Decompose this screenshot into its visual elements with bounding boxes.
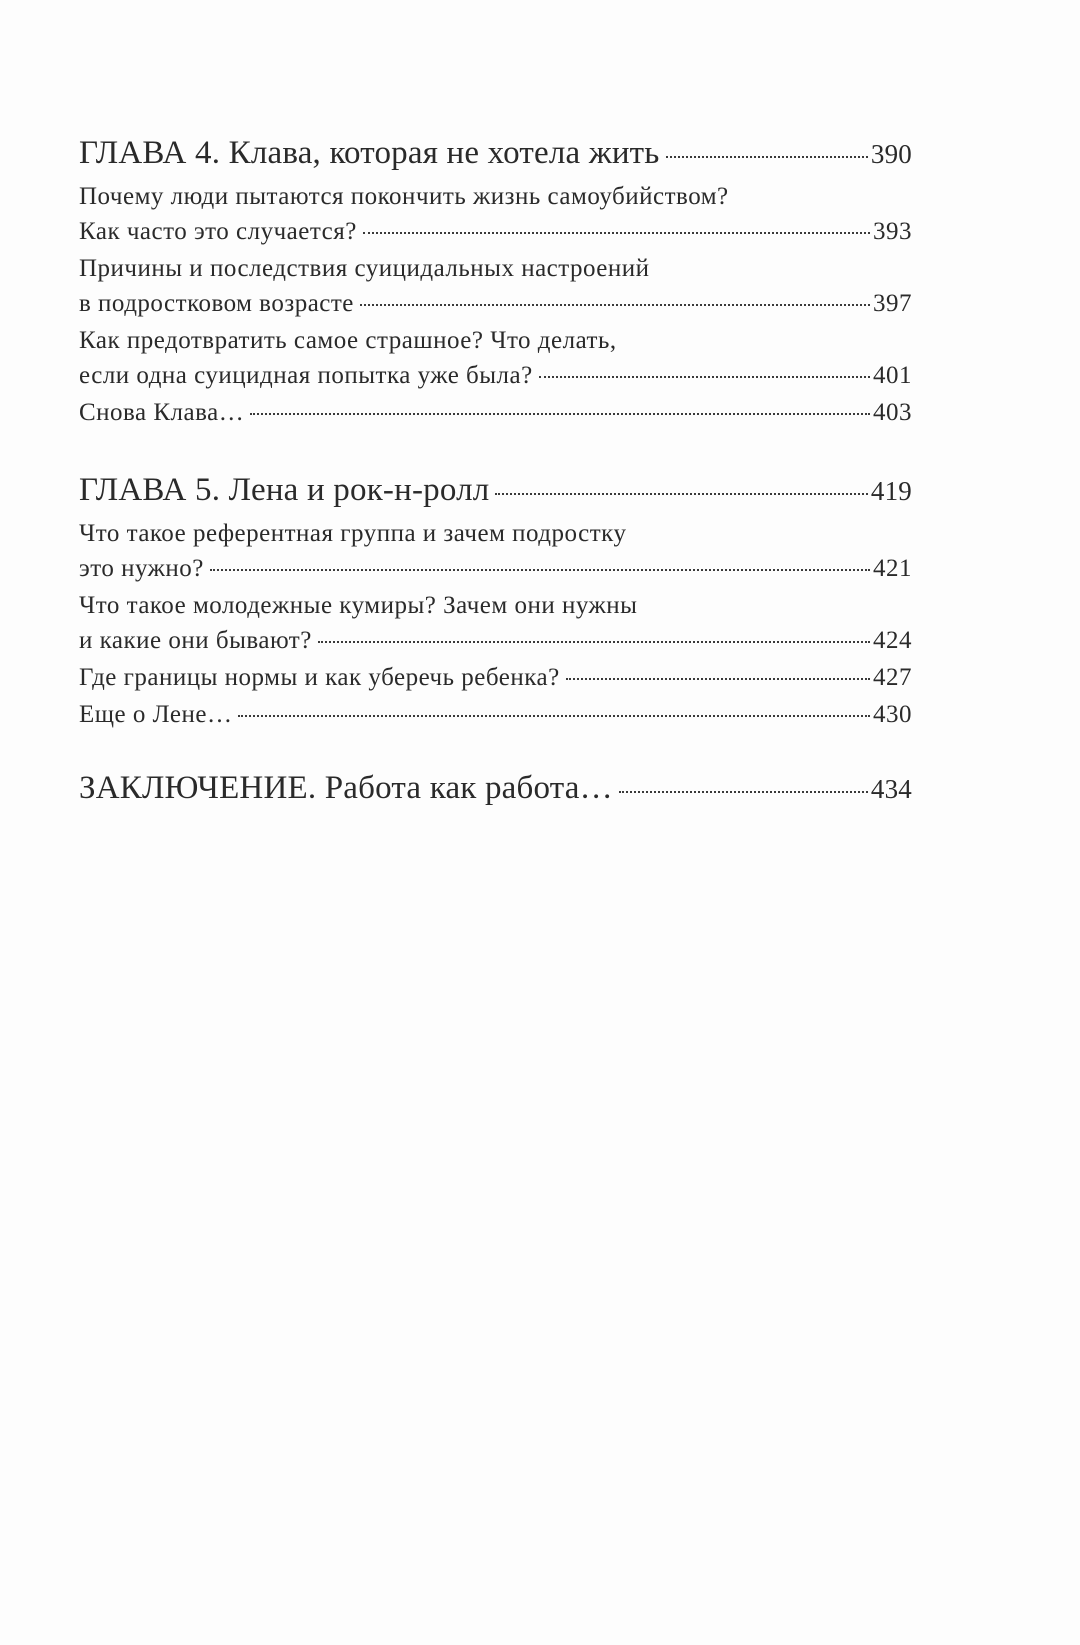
dot-leader <box>619 791 868 793</box>
dot-leader <box>363 232 870 234</box>
section-page-number: 430 <box>873 701 912 728</box>
section-page-number: 401 <box>873 362 912 389</box>
chapter-heading <box>79 135 912 177</box>
toc-entry <box>79 362 912 399</box>
section-page-number: 393 <box>873 218 912 245</box>
dot-leader <box>666 156 868 158</box>
toc-entry <box>79 290 912 327</box>
toc-entry <box>79 399 912 436</box>
section-page-number: 424 <box>873 627 912 654</box>
section-page-number: 427 <box>873 664 912 691</box>
section-title: Где границы нормы и как уберечь ребенка? <box>79 664 560 691</box>
conclusion-page-number: 434 <box>870 774 912 804</box>
dot-leader <box>250 413 870 415</box>
section-title-lead: Что такое молодежные кумиры? Зачем они нужны <box>79 592 638 619</box>
toc-chapter-5 <box>79 472 912 738</box>
section-title-lead: Причины и последствия суицидальных настроений <box>79 255 650 282</box>
section-title-lead: Почему люди пытаются покончить жизнь самоубийством? <box>79 183 729 210</box>
toc-entry <box>79 664 912 701</box>
section-title: и какие они бывают? <box>79 627 312 654</box>
conclusion-heading <box>79 770 912 812</box>
dot-leader <box>238 715 870 717</box>
chapter-heading <box>79 472 912 514</box>
section-page-number: 421 <box>873 555 912 582</box>
chapter-page-number: 390 <box>870 139 912 169</box>
section-title: Еще о Лене… <box>79 701 233 728</box>
dot-leader <box>210 569 870 571</box>
dot-leader <box>318 641 870 643</box>
conclusion-title: ЗАКЛЮЧЕНИЕ. Работа как работа… <box>79 770 613 806</box>
section-title: Как часто это случается? <box>79 218 357 245</box>
chapter-title: ГЛАВА 4. Клава, которая не хотела жить <box>79 135 660 171</box>
toc-conclusion <box>79 770 912 812</box>
section-title: Снова Клава… <box>79 399 245 426</box>
toc-entry <box>79 627 912 664</box>
dot-leader <box>495 493 867 495</box>
toc-chapter-4 <box>79 135 912 436</box>
section-title: в подростковом возрасте <box>79 290 354 317</box>
dot-leader <box>539 376 870 378</box>
section-title: это нужно? <box>79 555 204 582</box>
section-title: если одна суицидная попытка уже была? <box>79 362 533 389</box>
chapter-page-number: 419 <box>870 476 912 506</box>
section-page-number: 403 <box>873 399 912 426</box>
dot-leader <box>566 678 870 680</box>
dot-leader <box>360 304 870 306</box>
section-page-number: 397 <box>873 290 912 317</box>
toc-entry <box>79 701 912 738</box>
chapter-title: ГЛАВА 5. Лена и рок-н-ролл <box>79 472 490 508</box>
toc-entry <box>79 555 912 592</box>
section-title-lead: Что такое референтная группа и зачем подростку <box>79 520 627 547</box>
section-title-lead: Как предотвратить самое страшное? Что делать, <box>79 327 617 354</box>
toc-entry <box>79 218 912 255</box>
